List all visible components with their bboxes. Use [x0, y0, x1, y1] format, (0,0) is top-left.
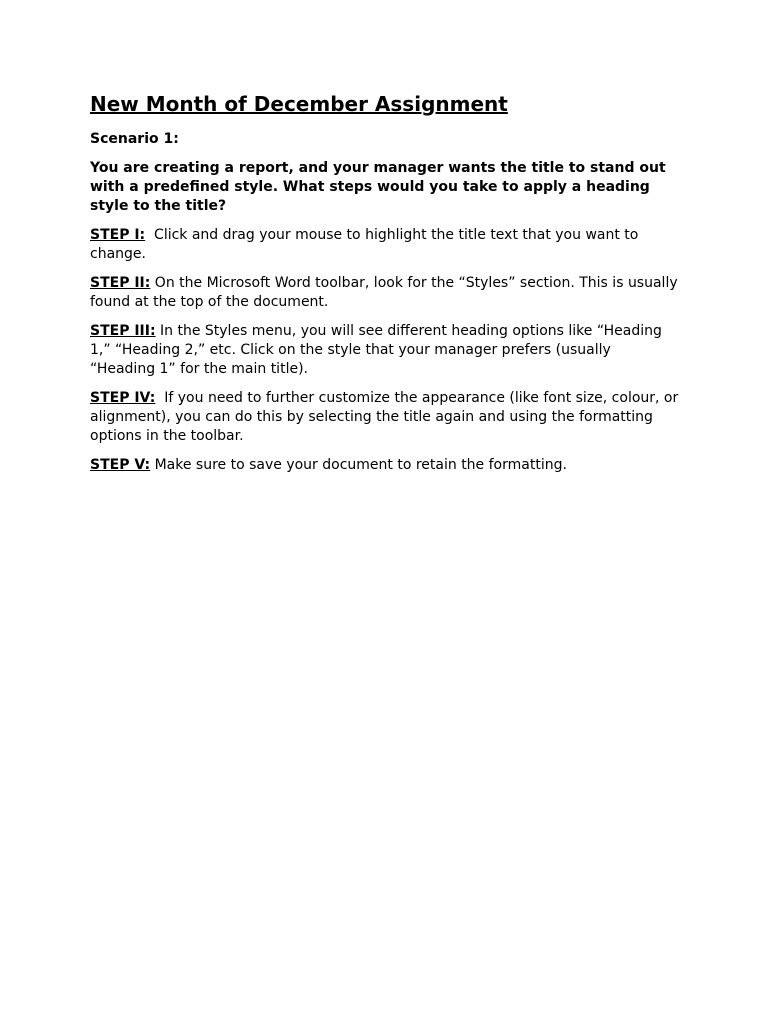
step-3-text: In the Styles menu, you will see different heading options like “Heading 1,” “Heading 2,” etc. Click on the style that your manager prefers (usually “Heading 1” for the main title).	[90, 323, 667, 377]
step-5-label: STEP V:	[90, 457, 151, 473]
scenario-label: Scenario 1:	[90, 131, 179, 147]
step-1-label: STEP I:	[90, 227, 146, 243]
scenario-question: You are creating a report, and your manager wants the title to stand out with a predefined style. What steps would you take to apply a heading style to the title?	[90, 160, 666, 214]
document-title: New Month of December Assignment	[90, 92, 508, 116]
document-page	[90, 90, 683, 485]
step-1-text: Click and drag your mouse to highlight the title text that you want to change.	[90, 227, 643, 262]
step-5	[90, 456, 680, 475]
step-3-label: STEP III:	[90, 323, 156, 339]
step-1	[90, 226, 680, 264]
step-2-text: On the Microsoft Word toolbar, look for the “Styles” section. This is usually found at the top of the document.	[90, 275, 683, 310]
step-3	[90, 322, 680, 379]
step-4-text: If you need to further customize the appearance (like font size, colour, or alignment), you can do this by selecting the title again and using the formatting options in the toolbar.	[90, 390, 683, 444]
step-5-text: Make sure to save your document to retain the formatting.	[150, 457, 567, 473]
step-2	[90, 274, 683, 312]
step-2-label: STEP II:	[90, 275, 151, 291]
step-4-label: STEP IV:	[90, 390, 156, 406]
step-4	[90, 389, 683, 446]
